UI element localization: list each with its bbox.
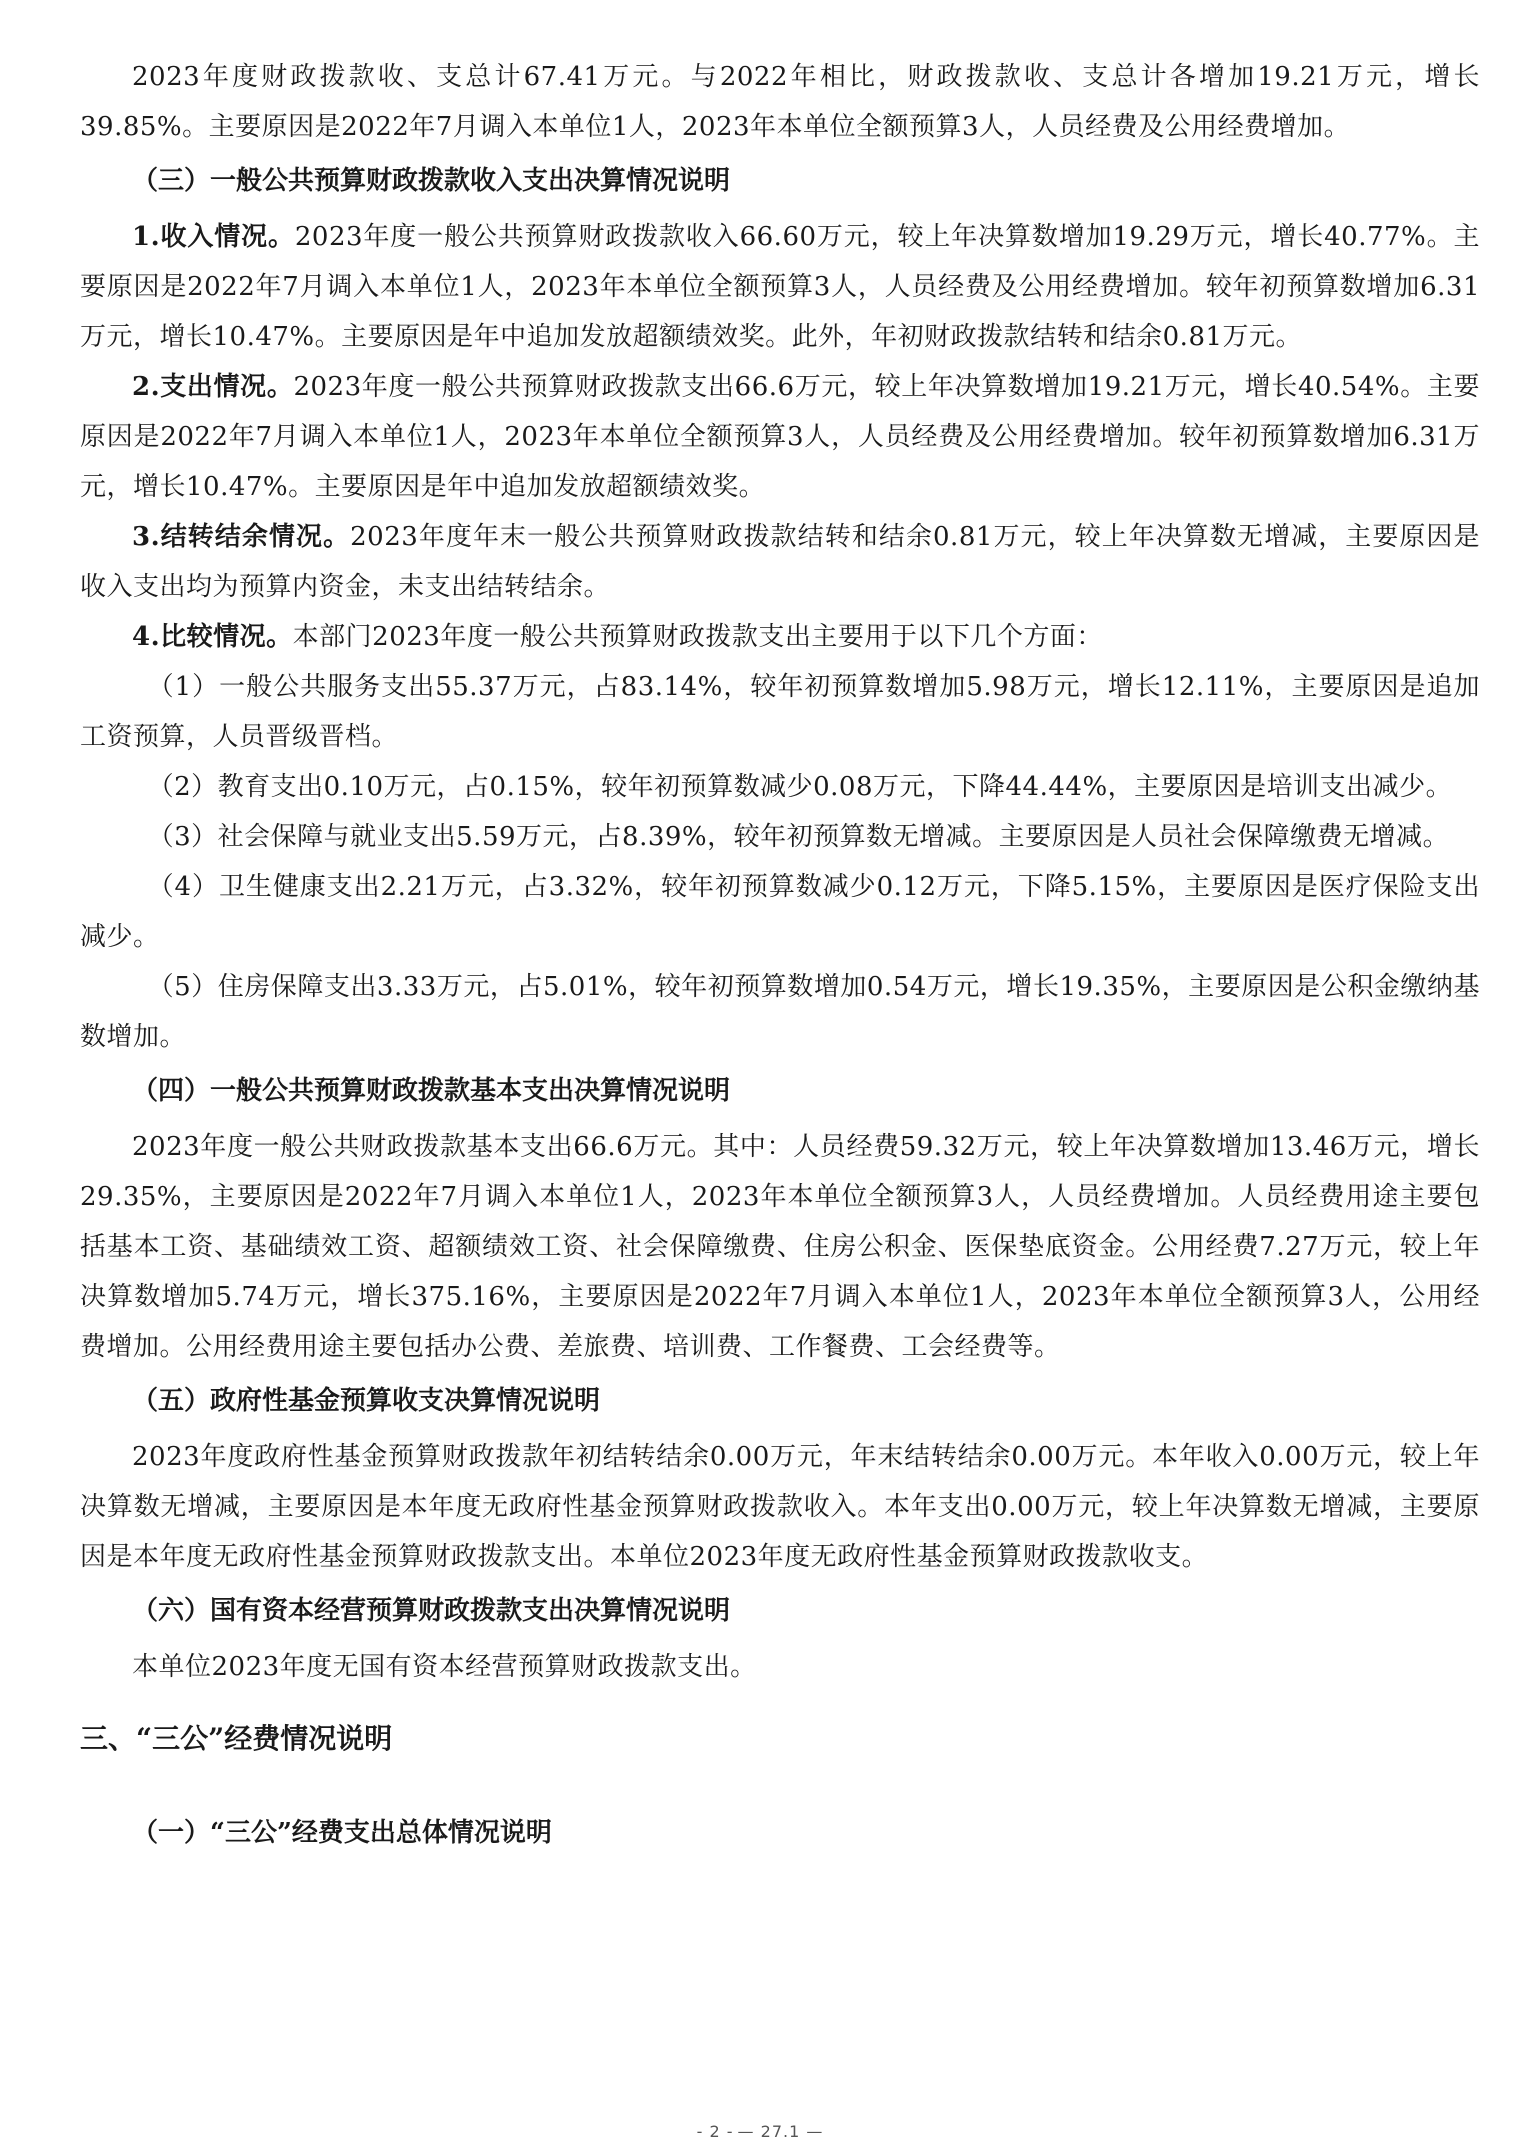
paragraph-carryover bbox=[80, 512, 1480, 612]
section-heading-three-public: 三、“三公”经费情况说明 bbox=[80, 1722, 393, 1755]
paragraph-total-appropriation: 2023年度财政拨款收、支总计67.41万元。与2022年相比，财政拨款收、支总计各增加19.21万元，增长39.85%。主要原因是2022年7月调入本单位1人，2023年本单位全额预算3人，人员经费及公用经费增加。 bbox=[80, 62, 1480, 142]
list-item-social-security: （3）社会保障与就业支出5.59万元，占8.39%，较年初预算数无增减。主要原因是人员社会保障缴费无增减。 bbox=[147, 822, 1450, 852]
list-item-public-service: （1）一般公共服务支出55.37万元，占83.14%，较年初预算数增加5.98万元，增长12.11%，主要原因是追加工资预算，人员晋级晋档。 bbox=[80, 672, 1480, 752]
paragraph-state-capital: 本单位2023年度无国有资本经营预算财政拨款支出。 bbox=[132, 1652, 757, 1682]
document-body bbox=[80, 52, 1480, 1864]
lead-income: 1.收入情况。 bbox=[132, 222, 295, 252]
paragraph-income bbox=[80, 212, 1480, 362]
paragraph-government-fund: 2023年度政府性基金预算财政拨款年初结转结余0.00万元，年末结转结余0.00万元。本年收入0.00万元，较上年决算数无增减，主要原因是本年度无政府性基金预算财政拨款收入。本年支出0.00万元，较上年决算数无增减，主要原因是本年度无政府性基金预算财政拨款支出。本单位2023年度无政府性基金预算财政拨款收支。 bbox=[80, 1442, 1480, 1572]
lead-expenditure: 2.支出情况。 bbox=[132, 372, 294, 402]
paragraph-comparison bbox=[80, 612, 1480, 662]
text-expenditure: 2023年度一般公共预算财政拨款支出66.6万元，较上年决算数增加19.21万元，增长40.54%。主要原因是2022年7月调入本单位1人，2023年本单位全额预算3人，人员经费及公用经费增加。较年初预算数增加6.31万元，增长10.47%。主要原因是年中追加发放超额绩效奖。 bbox=[80, 372, 1480, 502]
page-number: - 2 - bbox=[696, 2122, 734, 2141]
list-item-housing: （5）住房保障支出3.33万元，占5.01%，较年初预算数增加0.54万元，增长19.35%，主要原因是公积金缴纳基数增加。 bbox=[80, 972, 1480, 1052]
footer-code: — 27.1 — bbox=[737, 2122, 824, 2141]
list-item-education: （2）教育支出0.10万元，占0.15%，较年初预算数减少0.08万元，下降44.44%，主要原因是培训支出减少。 bbox=[147, 772, 1453, 802]
lead-carryover: 3.结转结余情况。 bbox=[132, 522, 351, 552]
lead-comparison: 4.比较情况。 bbox=[132, 622, 293, 652]
text-income: 2023年度一般公共预算财政拨款收入66.60万元，较上年决算数增加19.29万元，增长40.77%。主要原因是2022年7月调入本单位1人，2023年本单位全额预算3人，人员经费及公用经费增加。较年初预算数增加6.31万元，增长10.47%。主要原因是年中追加发放超额绩效奖。此外，年初财政拨款结转和结余0.81万元。 bbox=[80, 222, 1480, 352]
page-footer bbox=[0, 2122, 1520, 2141]
subheading-three-public-overview: （一）“三公”经费支出总体情况说明 bbox=[132, 1818, 552, 1848]
text-comparison: 本部门2023年度一般公共预算财政拨款支出主要用于以下几个方面： bbox=[292, 622, 1103, 652]
list-item-health: （4）卫生健康支出2.21万元，占3.32%，较年初预算数减少0.12万元，下降5.15%，主要原因是医疗保险支出减少。 bbox=[80, 872, 1480, 952]
subheading-general-budget: （三）一般公共预算财政拨款收入支出决算情况说明 bbox=[132, 166, 731, 196]
paragraph-expenditure bbox=[80, 362, 1480, 512]
subheading-basic-expenditure: （四）一般公共预算财政拨款基本支出决算情况说明 bbox=[132, 1076, 731, 1106]
subheading-government-fund: （五）政府性基金预算收支决算情况说明 bbox=[132, 1386, 601, 1416]
subheading-state-capital: （六）国有资本经营预算财政拨款支出决算情况说明 bbox=[132, 1596, 731, 1626]
paragraph-basic-expenditure: 2023年度一般公共财政拨款基本支出66.6万元。其中：人员经费59.32万元，较上年决算数增加13.46万元，增长29.35%，主要原因是2022年7月调入本单位1人，2023年本单位全额预算3人，人员经费增加。人员经费用途主要包括基本工资、基础绩效工资、超额绩效工资、社会保障缴费、住房公积金、医保垫底资金。公用经费7.27万元，较上年决算数增加5.74万元，增长375.16%，主要原因是2022年7月调入本单位1人，2023年本单位全额预算3人，公用经费增加。公用经费用途主要包括办公费、差旅费、培训费、工作餐费、工会经费等。 bbox=[80, 1132, 1480, 1362]
text-carryover: 2023年度年末一般公共预算财政拨款结转和结余0.81万元，较上年决算数无增减，主要原因是收入支出均为预算内资金，未支出结转结余。 bbox=[80, 522, 1480, 602]
